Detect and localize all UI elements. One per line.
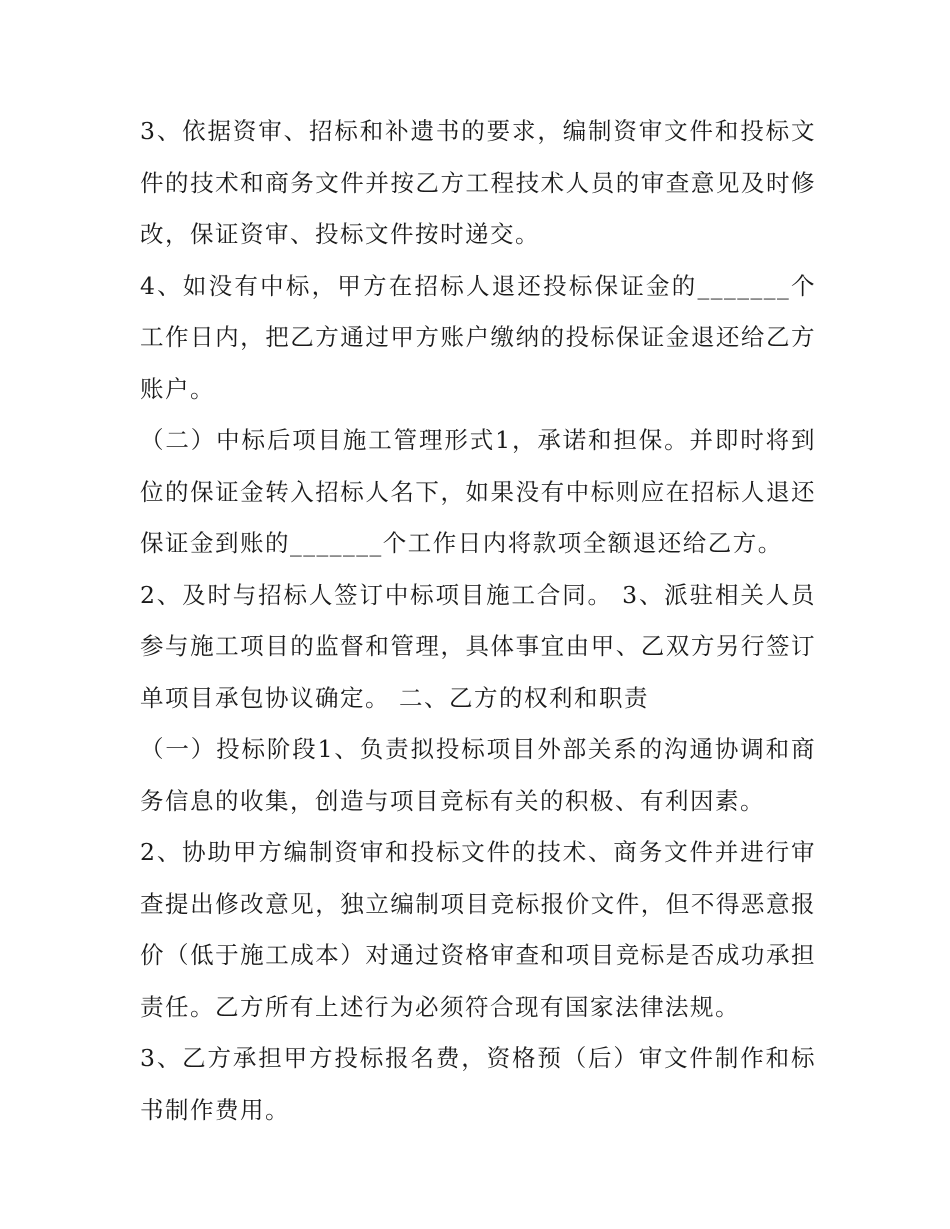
paragraph-bidding-stage: （一）投标阶段1、负责拟投标项目外部关系的沟通协调和商务信息的收集，创造与项目竞标有关的积极、有利因素。 — [140, 735, 816, 815]
paragraph-deposit-refund: 4、如没有中标，甲方在招标人退还投标保证金的_______个工作日内，把乙方通过甲方账户缴纳的投标保证金退还给乙方账户。 — [140, 271, 816, 403]
paragraph-post-award-management: （二）中标后项目施工管理形式1，承诺和担保。并即时将到位的保证金转入招标人名下，如果没有中标则应在招标人退还保证金到账的_______个工作日内将款项全额退还给乙方。 — [140, 426, 816, 557]
paragraph-assist-review: 2、协助甲方编制资审和投标文件的技术、商务文件并进行审查提出修改意见，独立编制项目竞标报价文件，但不得恶意报价（低于施工成本）对通过资格审查和项目竞标是否成功承担责任。乙方所有上述行为必须符合现有国家法律法规。 — [140, 838, 816, 1021]
document-body — [140, 106, 816, 1136]
paragraph-contract-signing: 2、及时与招标人签订中标项目施工合同。 3、派驻相关人员参与施工项目的监督和管理，具体事宜由甲、乙双方另行签订单项目承包协议确定。 二、乙方的权利和职责 — [140, 580, 816, 712]
paragraph-bid-documents: 3、依据资审、招标和补遗书的要求，编制资审文件和投标文件的技术和商务文件并按乙方工程技术人员的审查意见及时修改，保证资审、投标文件按时递交。 — [140, 117, 816, 248]
paragraph-fees: 3、乙方承担甲方投标报名费，资格预（后）审文件制作和标书制作费用。 — [140, 1044, 816, 1124]
